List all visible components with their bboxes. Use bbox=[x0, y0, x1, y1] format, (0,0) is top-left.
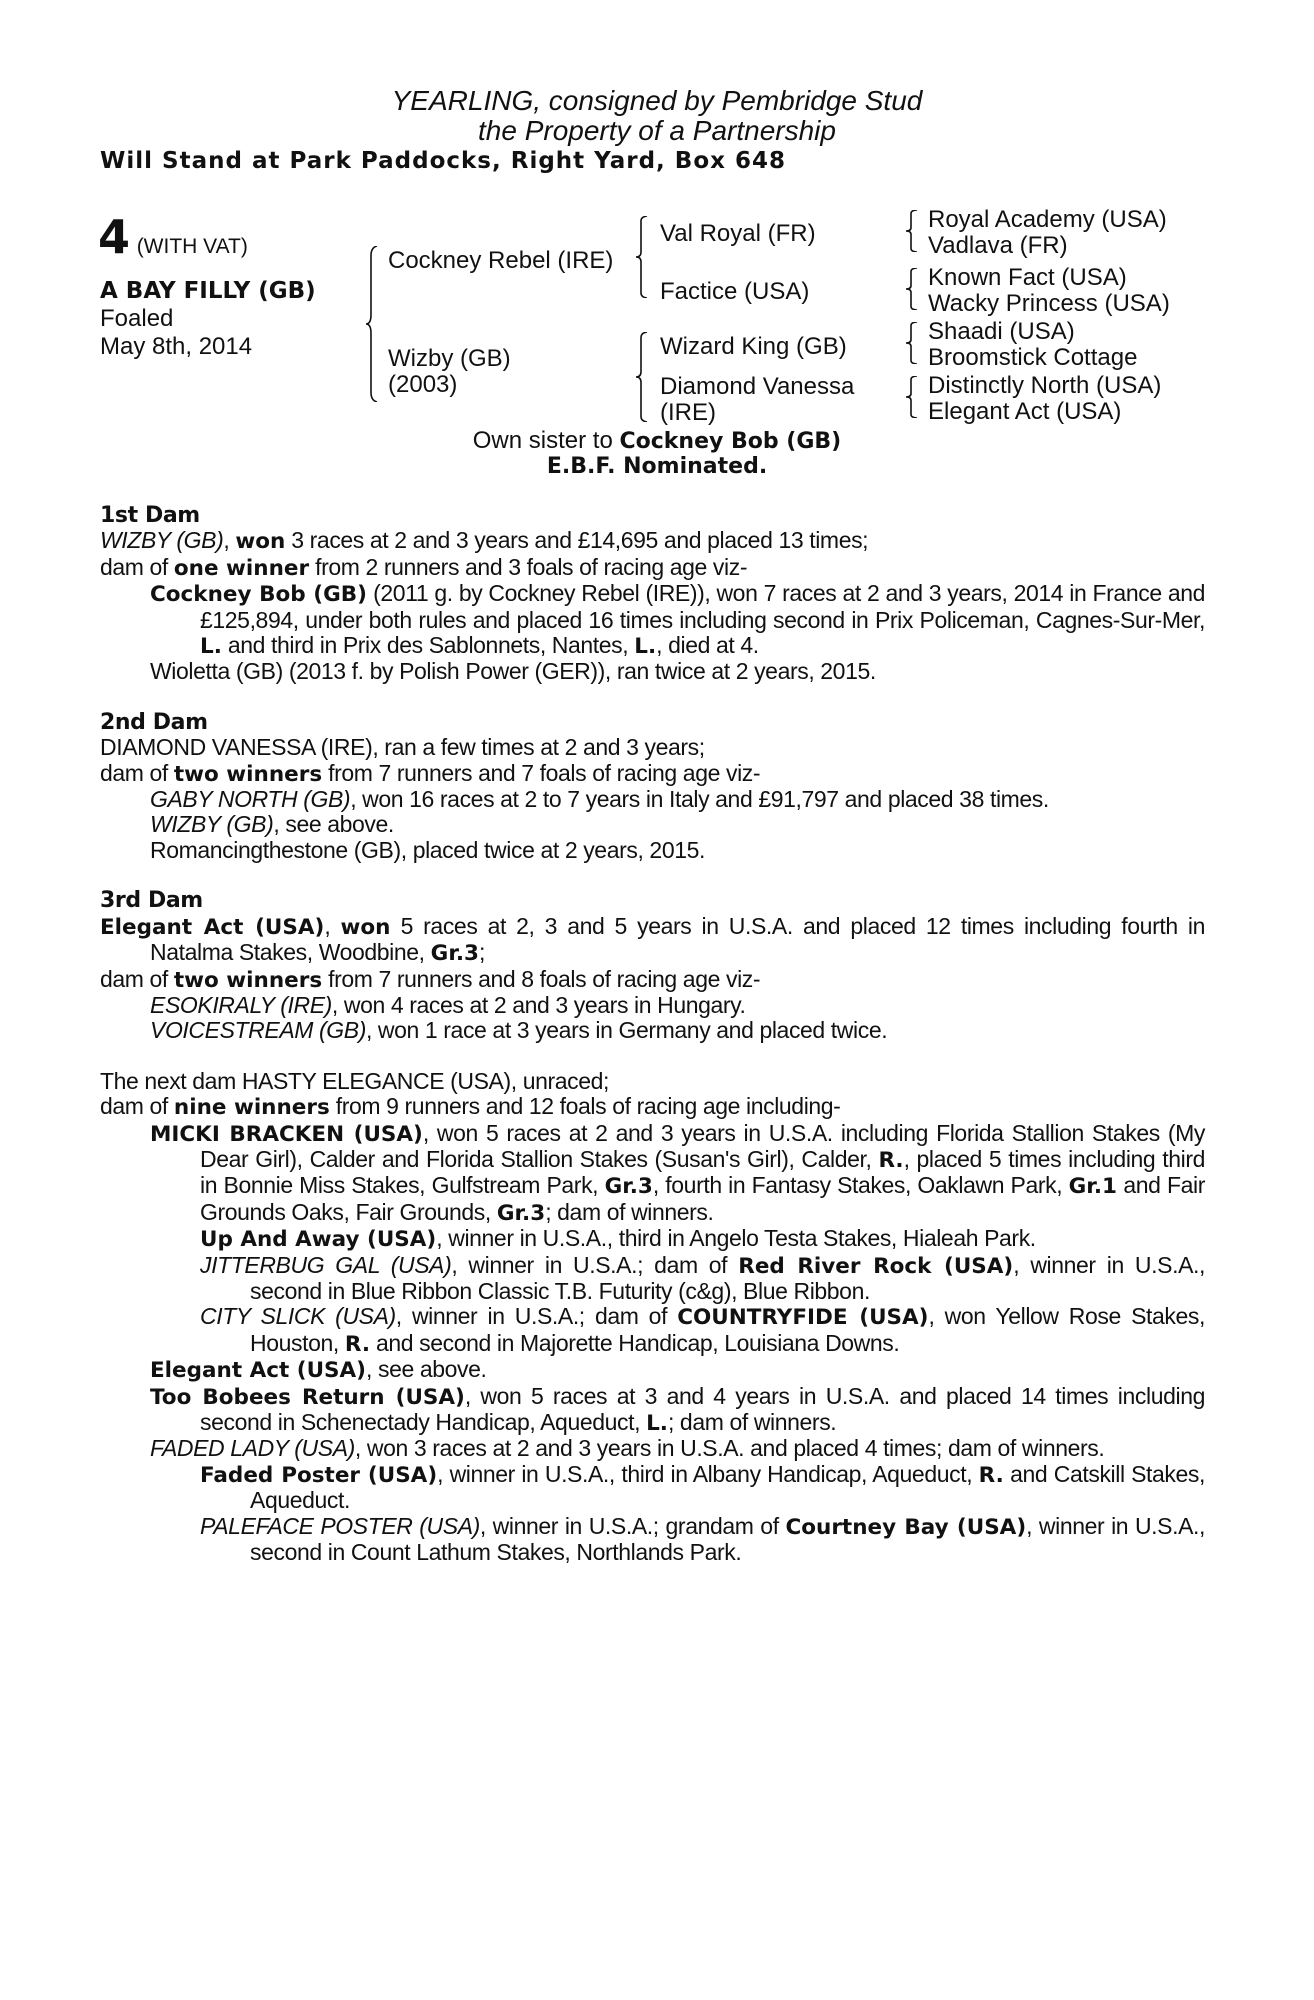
produce-entry bbox=[100, 914, 1205, 967]
bold-text: Gr.1 bbox=[1068, 1174, 1117, 1200]
produce-entry bbox=[100, 838, 1205, 863]
text: 5 races at 2, 3 and 5 years in U.S.A. and placed 12 times including fourth in Natalma Stakes, Woodbine, bbox=[150, 912, 1205, 966]
produce-entry bbox=[100, 993, 1205, 1018]
text: from 7 runners and 7 foals of racing age viz- bbox=[322, 759, 761, 786]
section-heading: 2nd Dam bbox=[100, 709, 208, 735]
dam-dam-country: (IRE) bbox=[660, 399, 716, 426]
text: , won 5 races at 3 and 4 years in U.S.A. and placed 14 times including second in Schenectady Handicap, Aqueduct, bbox=[200, 1382, 1205, 1435]
sire: Cockney Rebel (IRE) bbox=[388, 247, 614, 274]
produce-entry bbox=[100, 1069, 1205, 1094]
lot-number: 4 bbox=[98, 210, 131, 264]
produce-entry bbox=[100, 528, 1205, 554]
produce-entry bbox=[100, 1462, 1205, 1514]
text: and third in Prix des Sablonnets, Nantes, bbox=[221, 632, 635, 659]
produce-entry bbox=[100, 812, 1205, 837]
text: , bbox=[223, 527, 236, 554]
text: from 2 runners and 3 foals of racing age viz- bbox=[309, 553, 748, 580]
dam-sire: Wizard King (GB) bbox=[660, 333, 847, 360]
brace-icon bbox=[636, 216, 648, 298]
bold-text: Elegant Act (USA) bbox=[150, 1358, 366, 1384]
text: DIAMOND VANESSA (IRE), ran a few times at 2 and 3 years; bbox=[100, 734, 705, 761]
own-sister-name: Cockney Bob (GB) bbox=[619, 429, 842, 454]
section-heading: 1st Dam bbox=[100, 503, 200, 528]
dam-section bbox=[100, 503, 1205, 685]
text: , won 1 race at 3 years in Germany and placed twice. bbox=[365, 1017, 888, 1044]
grandparent: Known Fact (USA) bbox=[928, 264, 1127, 291]
produce-entry bbox=[100, 1094, 1205, 1120]
text: , won 3 races at 2 and 3 years in U.S.A. and placed 4 times; dam of winners. bbox=[354, 1435, 1105, 1462]
grandparent: Elegant Act (USA) bbox=[928, 398, 1122, 425]
brace-icon bbox=[906, 322, 918, 364]
ebf-note: E.B.F. Nominated. bbox=[546, 454, 768, 479]
brace-icon bbox=[906, 376, 918, 418]
italic-text: WIZBY (GB) bbox=[150, 811, 274, 838]
text: , winner in U.S.A., second in Count Lathum Stakes, Northlands Park. bbox=[250, 1512, 1206, 1566]
produce-entry bbox=[100, 1357, 1205, 1383]
foaled-label: Foaled bbox=[100, 305, 174, 332]
text: , winner in U.S.A.; grandam of bbox=[479, 1512, 786, 1539]
dam-section bbox=[100, 710, 1205, 863]
text: The next dam HASTY ELEGANCE (USA), unraced; bbox=[100, 1067, 610, 1094]
grandparent: Broomstick Cottage bbox=[928, 344, 1138, 371]
dam-year: (2003) bbox=[388, 371, 458, 398]
italic-text: VOICESTREAM (GB) bbox=[150, 1017, 366, 1044]
text: , winner in U.S.A.; dam of bbox=[451, 1251, 739, 1278]
bold-text: won bbox=[340, 914, 391, 940]
text: , won 16 races at 2 to 7 years in Italy and £91,797 and placed 38 times. bbox=[350, 786, 1049, 813]
bold-text: Faded Poster (USA) bbox=[200, 1462, 438, 1488]
italic-text: JITTERBUG GAL (USA) bbox=[200, 1251, 452, 1278]
text: , died at 4. bbox=[656, 632, 759, 659]
text: dam of bbox=[100, 965, 174, 992]
sire-sire: Val Royal (FR) bbox=[660, 220, 816, 247]
text: Romancingthestone (GB), placed twice at 2 years, 2015. bbox=[150, 836, 705, 863]
brace-icon bbox=[906, 210, 918, 252]
italic-text: CITY SLICK (USA) bbox=[200, 1303, 396, 1330]
text: from 7 runners and 8 foals of racing age viz- bbox=[322, 965, 761, 992]
property-line: the Property of a Partnership bbox=[478, 115, 836, 146]
own-sister-prefix: Own sister to bbox=[472, 427, 620, 454]
text: dam of bbox=[100, 1093, 174, 1120]
produce-entry bbox=[100, 1304, 1205, 1357]
lot-header bbox=[98, 210, 248, 264]
text: dam of bbox=[100, 553, 174, 580]
text: 3 races at 2 and 3 years and £14,695 and placed 13 times; bbox=[285, 527, 869, 554]
location-line: Will Stand at Park Paddocks, Right Yard, Box 648 bbox=[100, 148, 786, 174]
bold-text: COUNTRYFIDE (USA) bbox=[677, 1305, 929, 1331]
bold-text: Gr.3 bbox=[430, 941, 479, 967]
bold-text: one winner bbox=[173, 555, 310, 581]
dam-section bbox=[100, 888, 1205, 1043]
text: , see above. bbox=[273, 811, 394, 838]
text: from 9 runners and 12 foals of racing age including- bbox=[329, 1093, 841, 1120]
vat-note: (WITH VAT) bbox=[136, 235, 248, 258]
brace-icon bbox=[906, 268, 918, 310]
bold-text: Red River Rock (USA) bbox=[738, 1253, 1014, 1279]
text: , winner in U.S.A.; dam of bbox=[395, 1303, 678, 1330]
text: , won 4 races at 2 and 3 years in Hungary. bbox=[331, 991, 746, 1018]
text: , won 5 races at 2 and 3 years in U.S.A. including Florida Stallion Stakes (My Dear Girl), Calder and Florida Stallion Stakes (Susan's Girl), Calder, bbox=[200, 1119, 1205, 1172]
grandparent: Shaadi (USA) bbox=[928, 318, 1075, 345]
dam-dam: Diamond Vanessa bbox=[660, 373, 855, 400]
text: , placed 5 times including third in Bonnie Miss Stakes, Gulfstream Park, bbox=[200, 1145, 1206, 1199]
bold-text: two winners bbox=[173, 761, 323, 787]
produce-entry bbox=[100, 787, 1205, 812]
bold-text: Too Bobees Return (USA) bbox=[150, 1384, 465, 1410]
foaled-date: May 8th, 2014 bbox=[100, 333, 253, 360]
grandparent: Distinctly North (USA) bbox=[928, 372, 1162, 399]
produce-entry bbox=[100, 1253, 1205, 1305]
lot-name: A BAY FILLY (GB) bbox=[100, 278, 316, 304]
bold-text: two winners bbox=[173, 967, 323, 993]
text: , bbox=[324, 912, 341, 939]
produce-entry bbox=[100, 761, 1205, 787]
text: ; bbox=[478, 939, 485, 966]
bold-text: nine winners bbox=[173, 1095, 330, 1121]
produce-entry bbox=[100, 1436, 1205, 1461]
text: Wioletta (GB) (2013 f. by Polish Power (GER)), ran twice at 2 years, 2015. bbox=[150, 658, 876, 685]
produce-entry bbox=[100, 581, 1205, 659]
produce-entry bbox=[100, 1514, 1205, 1566]
italic-text: WIZBY (GB) bbox=[100, 527, 224, 554]
produce-entry bbox=[100, 1121, 1205, 1227]
bold-text: L. bbox=[200, 634, 222, 660]
bold-text: R. bbox=[344, 1331, 370, 1357]
bold-text: L. bbox=[634, 634, 657, 660]
bold-text: won bbox=[235, 529, 286, 555]
grandparent: Vadlava (FR) bbox=[928, 232, 1068, 259]
text: , fourth in Fantasy Stakes, Oaklawn Park, bbox=[652, 1172, 1069, 1199]
grandparent: Royal Academy (USA) bbox=[928, 206, 1167, 233]
italic-text: FADED LADY (USA) bbox=[150, 1435, 355, 1462]
italic-text: ESOKIRALY (IRE) bbox=[150, 991, 332, 1018]
text: ; dam of winners. bbox=[667, 1409, 837, 1435]
consignment-line: YEARLING, consigned by Pembridge Stud bbox=[391, 85, 923, 116]
bold-text: MICKI BRACKEN (USA) bbox=[150, 1121, 423, 1147]
bold-text: Up And Away (USA) bbox=[200, 1227, 437, 1253]
produce-entry bbox=[100, 967, 1205, 993]
produce-entry bbox=[100, 1384, 1205, 1437]
text: (2011 g. by Cockney Rebel (IRE)), won 7 races at 2 and 3 years, 2014 in France and £125,894, under both rules and placed 16 times including second in Prix Policeman, Cagnes-Sur-Mer, bbox=[200, 580, 1205, 633]
bold-text: R. bbox=[978, 1462, 1004, 1488]
text: dam of bbox=[100, 759, 174, 786]
produce-record bbox=[100, 503, 1205, 1590]
produce-entry bbox=[100, 659, 1205, 684]
text: and Catskill Stakes, Aqueduct. bbox=[250, 1460, 1205, 1514]
bold-text: Cockney Bob (GB) bbox=[150, 582, 367, 608]
text: , winner in U.S.A., third in Angelo Testa Stakes, Hialeah Park. bbox=[436, 1225, 1036, 1252]
section-heading: 3rd Dam bbox=[100, 888, 203, 914]
italic-text: GABY NORTH (GB) bbox=[150, 786, 351, 813]
text: and Fair Grounds Oaks, Fair Grounds, bbox=[200, 1172, 1205, 1225]
own-sister-note bbox=[0, 428, 1314, 455]
dam-section bbox=[100, 1069, 1205, 1566]
text: , winner in U.S.A., second in Blue Ribbon Classic T.B. Futurity (c&g), Blue Ribbon. bbox=[250, 1251, 1205, 1304]
text: , see above. bbox=[366, 1356, 487, 1383]
produce-entry bbox=[100, 735, 1205, 760]
bold-text: Courtney Bay (USA) bbox=[785, 1514, 1027, 1540]
italic-text: PALEFACE POSTER (USA) bbox=[200, 1512, 480, 1539]
bold-text: Elegant Act (USA) bbox=[100, 914, 325, 940]
text: , winner in U.S.A., third in Albany Handicap, Aqueduct, bbox=[437, 1460, 979, 1487]
bold-text: Gr.3 bbox=[604, 1174, 653, 1200]
produce-entry bbox=[100, 555, 1205, 581]
bold-text: Gr.3 bbox=[496, 1200, 546, 1226]
sire-dam: Factice (USA) bbox=[660, 278, 810, 305]
bold-text: L. bbox=[646, 1411, 668, 1436]
brace-icon bbox=[366, 246, 378, 402]
brace-icon bbox=[636, 332, 648, 422]
produce-entry bbox=[100, 1018, 1205, 1043]
text: and second in Majorette Handicap, Louisiana Downs. bbox=[369, 1329, 900, 1356]
grandparent: Wacky Princess (USA) bbox=[928, 290, 1170, 317]
text: , won Yellow Rose Stakes, Houston, bbox=[250, 1303, 1205, 1356]
dam: Wizby (GB) bbox=[388, 345, 511, 372]
text: ; dam of winners. bbox=[545, 1198, 714, 1225]
produce-entry bbox=[100, 1226, 1205, 1252]
bold-text: R. bbox=[878, 1147, 904, 1173]
